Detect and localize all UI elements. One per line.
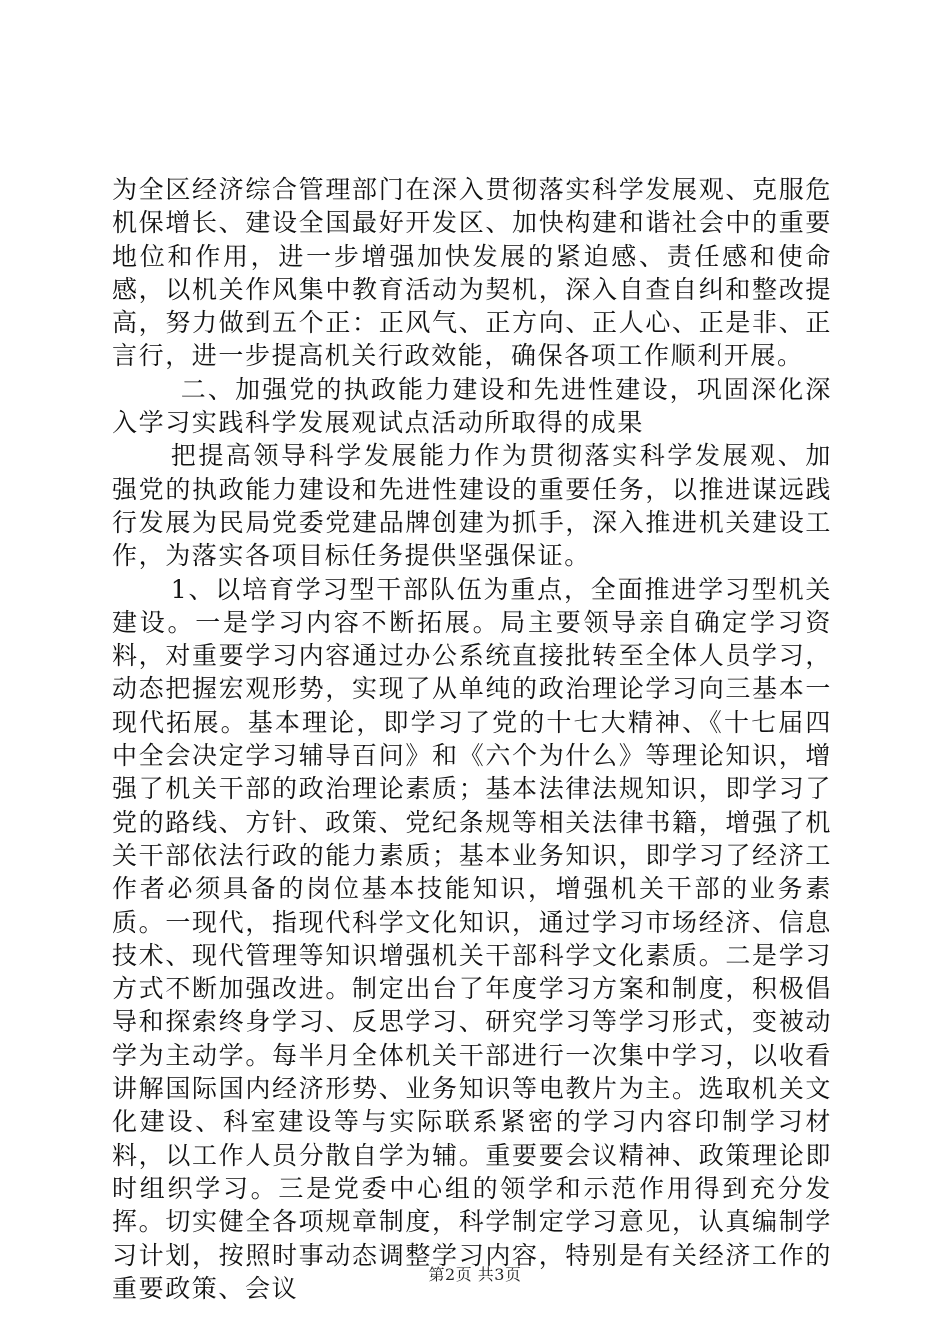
page-number-footer: 第2页 共3页 (428, 1265, 522, 1284)
section-heading: 二、加强党的执政能力建设和先进性建设，巩固深化深入学习实践科学发展观试点活动所取得的成果 (112, 374, 832, 438)
body-paragraph: 把提高领导科学发展能力作为贯彻落实科学发展观、加强党的执政能力建设和先进性建设的重要任务，以推进谋远践行发展为民局党委党建品牌创建为抓手，深入推进机关建设工作，为落实各项目标任务提供坚强保证。 (112, 441, 832, 571)
body-paragraph: 1、以培育学习型干部队伍为重点，全面推进学习型机关建设。一是学习内容不断拓展。局主要领导亲自确定学习资料，对重要学习内容通过办公系统直接批转至全体人员学习，动态把握宏观形势，实现了从单纯的政治理论学习向三基本一现代拓展。基本理论，即学习了党的十七大精神、《十七届四中全会决定学习辅导百问》和《六个为什么》等理论知识，增强了机关干部的政治理论素质；基本法律法规知识，即学习了党的路线、方针、政策、党纪条规等相关法律书籍，增强了机关干部依法行政的能力素质；基本业务知识，即学习了经济工作者必须具备的岗位基本技能知识，增强机关干部的业务素质。一现代，指现代科学文化知识，通过学习市场经济、信息技术、现代管理等知识增强机关干部科学文化素质。二是学习方式不断加强改进。制定出台了年度学习方案和制度，积极倡导和探索终身学习、反思学习、研究学习等学习形式，变被动学为主动学。每半月全体机关干部进行一次集中学习，以收看讲解国际国内经济形势、业务知识等电教片为主。选取机关文化建设、科室建设等与实际联系紧密的学习内容印制学习材料，以工作人员分散自学为辅。重要要会议精神、政策理论即时组织学习。三是党委中心组的领学和示范作用得到充分发挥。切实健全各项规章制度，科学制定学习意见，认真编制学习计划，按照时事动态调整学习内容，特别是有关经济工作的重要政策、会议 (112, 574, 832, 1303)
document-body (112, 173, 832, 1305)
body-paragraph: 为全区经济综合管理部门在深入贯彻落实科学发展观、克服危机保增长、建设全国最好开发区、加快构建和谐社会中的重要地位和作用，进一步增强加快发展的紧迫感、责任感和使命感，以机关作风集中教育活动为契机，深入自查自纠和整改提高，努力做到五个正：正风气、正方向、正人心、正是非、正言行，进一步提高机关行政效能，确保各项工作顺利开展。 (112, 175, 832, 371)
